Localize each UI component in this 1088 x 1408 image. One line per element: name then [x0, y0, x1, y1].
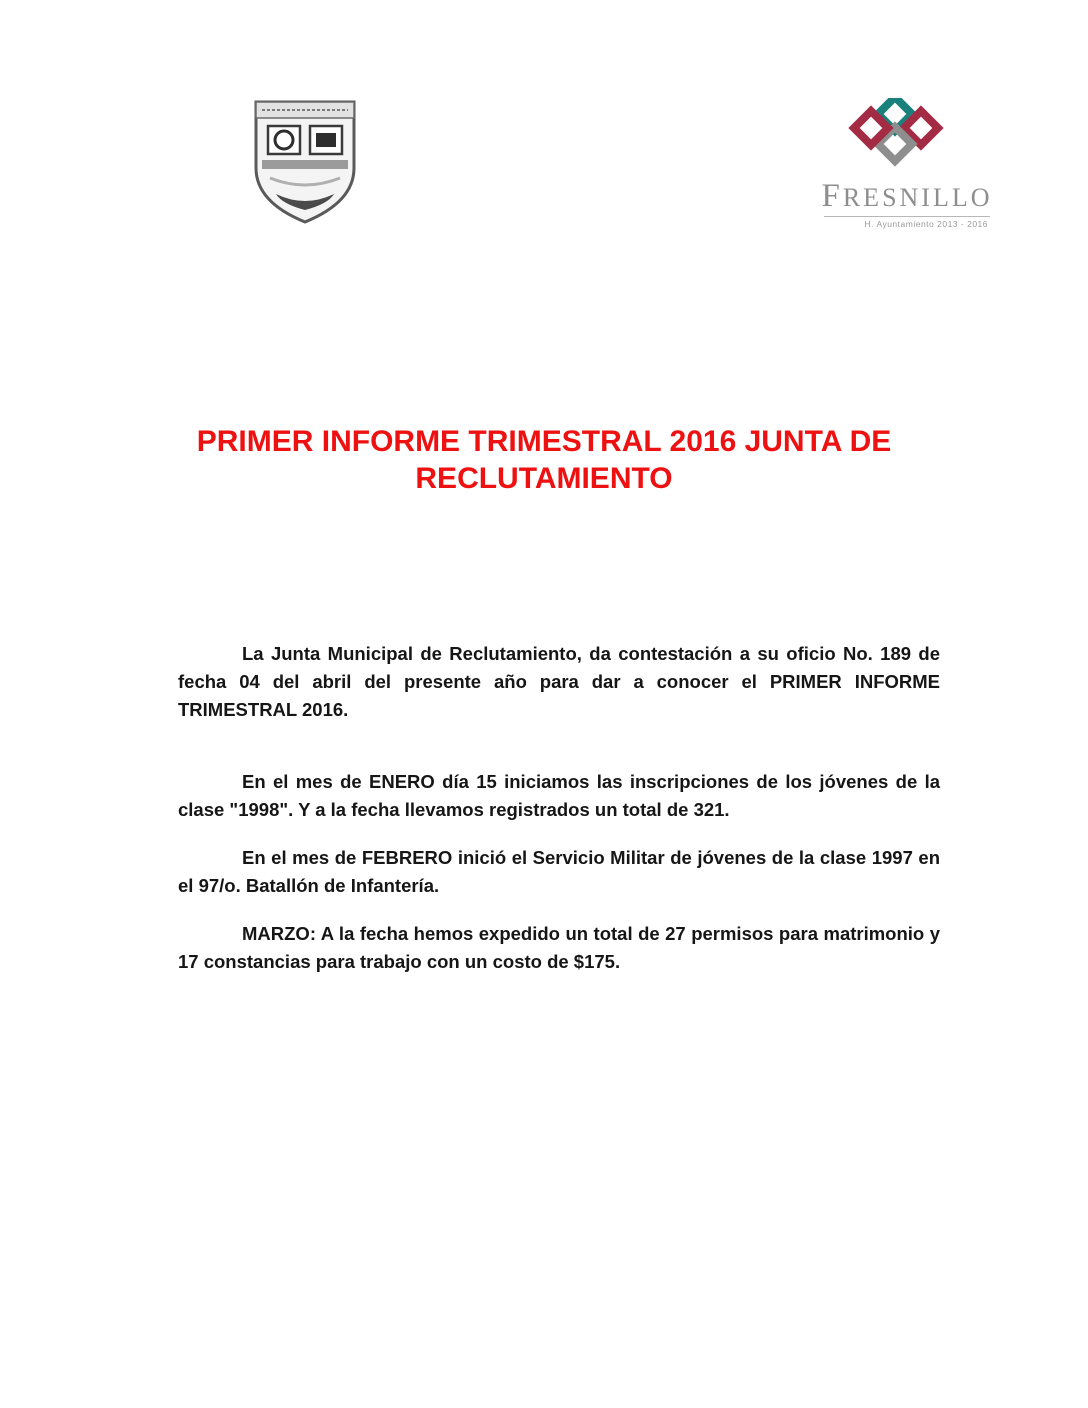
body-paragraph-enero: En el mes de ENERO día 15 iniciamos las inscripciones de los jóvenes de la clase "1998". Y a la fecha llevamos registrados un total de 321.	[178, 771, 940, 820]
fresnillo-subtitle: H. Ayuntamiento 2013 - 2016	[864, 219, 988, 229]
fresnillo-pinwheel-icon	[847, 98, 967, 178]
body-paragraph-intro: La Junta Municipal de Reclutamiento, da contestación a su oficio No. 189 de fecha 04 del abril del presente año para dar a conocer el PRIMER INFORME TRIMESTRAL 2016.	[178, 643, 940, 720]
fresnillo-logo	[818, 98, 996, 229]
fresnillo-wordmark: FRESNILLO	[821, 178, 993, 214]
document-title-line-1: PRIMER INFORME TRIMESTRAL 2016 JUNTA DE	[196, 425, 892, 458]
coat-of-arms-icon	[246, 96, 364, 228]
fresnillo-divider	[824, 216, 990, 217]
body-paragraph-febrero: En el mes de FEBRERO inició el Servicio Militar de jóvenes de la clase 1997 en el 97/o. Batallón de Infantería.	[178, 847, 940, 896]
document-title-line-2: RECLUTAMIENTO	[415, 462, 673, 495]
document-body	[178, 640, 940, 996]
municipal-crest-logo	[246, 96, 364, 228]
document-title	[0, 423, 1088, 497]
body-paragraph-marzo: MARZO: A la fecha hemos expedido un total de 27 permisos para matrimonio y 17 constancias para trabajo con un costo de $175.	[178, 923, 940, 972]
